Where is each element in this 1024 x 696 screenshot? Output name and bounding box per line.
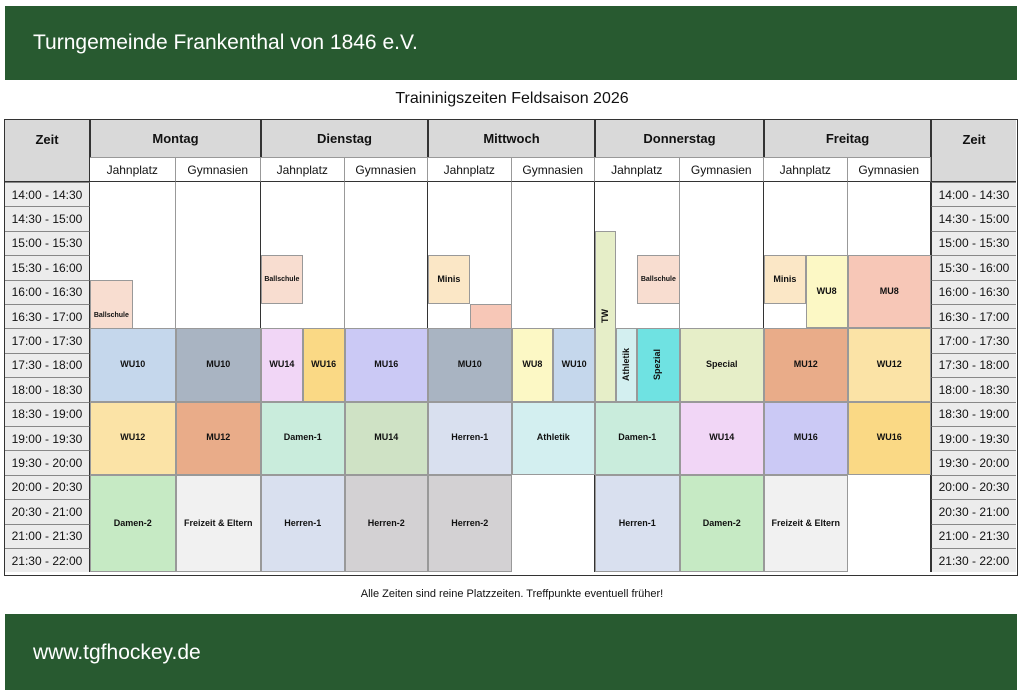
- venue-header-jahnplatz: Jahnplatz: [90, 157, 176, 182]
- session-mu16: MU16: [764, 402, 848, 475]
- session-herren-2: Herren-2: [428, 475, 512, 573]
- session-herren-1: Herren-1: [428, 402, 512, 475]
- day-header-mittwoch: Mittwoch: [428, 120, 595, 157]
- session-mu8: MU8: [848, 255, 932, 328]
- time-slot: 19:30 - 20:00: [5, 450, 90, 474]
- session-minis: Minis: [428, 255, 470, 304]
- time-slot: 20:30 - 21:00: [5, 499, 90, 523]
- session-ballschule: Ballschule: [90, 280, 133, 353]
- day-header-freitag: Freitag: [764, 120, 931, 157]
- session-damen-1: Damen-1: [595, 402, 680, 475]
- venue-header-gymnasien: Gymnasien: [512, 157, 596, 182]
- session-freizeit-eltern: Freizeit & Eltern: [176, 475, 262, 573]
- time-slot: 20:00 - 20:30: [931, 475, 1016, 499]
- session-wu16: WU16: [303, 328, 345, 401]
- session-mu14: MU14: [345, 402, 429, 475]
- time-slot: 15:00 - 15:30: [931, 231, 1016, 255]
- session-damen-1: Damen-1: [261, 402, 345, 475]
- time-slot: 14:30 - 15:00: [5, 206, 90, 230]
- time-slot: 21:30 - 22:00: [5, 548, 90, 572]
- time-slot: 21:00 - 21:30: [5, 524, 90, 548]
- day-header-dienstag: Dienstag: [261, 120, 428, 157]
- zeit-header-left: Zeit: [5, 120, 90, 182]
- time-slot: 16:30 - 17:00: [931, 304, 1016, 328]
- footer-banner: [5, 614, 1017, 690]
- time-slot: 18:00 - 18:30: [5, 377, 90, 401]
- time-slot: 18:30 - 19:00: [5, 402, 90, 426]
- session-label: Athletik: [620, 348, 631, 382]
- session-damen-2: Damen-2: [90, 475, 176, 573]
- time-slot: 19:30 - 20:00: [931, 450, 1016, 474]
- time-slot: 21:30 - 22:00: [931, 548, 1016, 572]
- session-herren-2: Herren-2: [345, 475, 429, 573]
- schedule-note: Alle Zeiten sind reine Platzzeiten. Treffpunkte eventuell früher!: [360, 588, 664, 600]
- session-wu16: WU16: [848, 402, 932, 475]
- schedule-table: [4, 119, 1018, 576]
- session-herren-1: Herren-1: [261, 475, 345, 573]
- time-slot: 17:30 - 18:00: [931, 353, 1016, 377]
- time-slot: 17:30 - 18:00: [5, 353, 90, 377]
- day-header-montag: Montag: [90, 120, 261, 157]
- time-slot: 16:30 - 17:00: [5, 304, 90, 328]
- session-wu10: WU10: [553, 328, 595, 401]
- venue-header-gymnasien: Gymnasien: [345, 157, 429, 182]
- zeit-header-right: Zeit: [931, 120, 1016, 182]
- session-athletik: Athletik: [512, 402, 596, 475]
- time-slot: 19:00 - 19:30: [931, 426, 1016, 450]
- time-slot: 18:00 - 18:30: [931, 377, 1016, 401]
- session-wu8: WU8: [806, 255, 848, 328]
- session-mu16: MU16: [345, 328, 429, 401]
- venue-header-gymnasien: Gymnasien: [848, 157, 932, 182]
- time-slot: 16:00 - 16:30: [931, 280, 1016, 304]
- session-mu10: MU10: [428, 328, 512, 401]
- session-label: TW: [599, 309, 610, 324]
- session-wu12: WU12: [90, 402, 176, 475]
- session-athletik: [616, 328, 637, 401]
- time-slot: 14:00 - 14:30: [931, 182, 1016, 206]
- session-freizeit-eltern: Freizeit & Eltern: [764, 475, 848, 573]
- session-wu14: WU14: [261, 328, 303, 401]
- session-wu14: WU14: [680, 402, 765, 475]
- venue-header-jahnplatz: Jahnplatz: [595, 157, 680, 182]
- venue-header-gymnasien: Gymnasien: [680, 157, 765, 182]
- session-wu12: WU12: [848, 328, 932, 401]
- session-special: Special: [680, 328, 765, 401]
- session-wu10: WU10: [90, 328, 176, 401]
- session-spezial: [637, 328, 679, 401]
- session-mu12: MU12: [764, 328, 848, 401]
- time-slot: 21:00 - 21:30: [931, 524, 1016, 548]
- time-slot: 14:30 - 15:00: [931, 206, 1016, 230]
- venue-header-jahnplatz: Jahnplatz: [261, 157, 345, 182]
- time-slot: 17:00 - 17:30: [5, 328, 90, 352]
- session-label: Spezial: [652, 349, 663, 381]
- session-minis: Minis: [764, 255, 806, 304]
- session-damen-2: Damen-2: [680, 475, 765, 573]
- time-slot: 20:00 - 20:30: [5, 475, 90, 499]
- time-slot: 18:30 - 19:00: [931, 402, 1016, 426]
- session-wu8: WU8: [512, 328, 554, 401]
- session-herren-1: Herren-1: [595, 475, 680, 573]
- time-slot: 15:30 - 16:00: [5, 255, 90, 279]
- session-ballschule: Ballschule: [261, 255, 303, 304]
- club-title: Turngemeinde Frankenthal von 1846 e.V.: [33, 31, 418, 54]
- session-mu12: MU12: [176, 402, 262, 475]
- venue-header-jahnplatz: Jahnplatz: [428, 157, 512, 182]
- session-ballschule: Ballschule: [637, 255, 679, 304]
- session-mu10: MU10: [176, 328, 262, 401]
- day-header-donnerstag: Donnerstag: [595, 120, 764, 157]
- time-slot: 17:00 - 17:30: [931, 328, 1016, 352]
- time-slot: 20:30 - 21:00: [931, 499, 1016, 523]
- venue-header-gymnasien: Gymnasien: [176, 157, 262, 182]
- venue-header-jahnplatz: Jahnplatz: [764, 157, 848, 182]
- time-slot: 15:00 - 15:30: [5, 231, 90, 255]
- schedule-title: Traininigszeiten Feldsaison 2026: [395, 90, 629, 107]
- time-slot: 19:00 - 19:30: [5, 426, 90, 450]
- time-slot: 14:00 - 14:30: [5, 182, 90, 206]
- session-tw: [595, 231, 616, 402]
- time-slot: 15:30 - 16:00: [931, 255, 1016, 279]
- header-banner: [5, 6, 1017, 80]
- time-slot: 16:00 - 16:30: [5, 280, 90, 304]
- website-link[interactable]: www.tgfhockey.de: [33, 641, 201, 664]
